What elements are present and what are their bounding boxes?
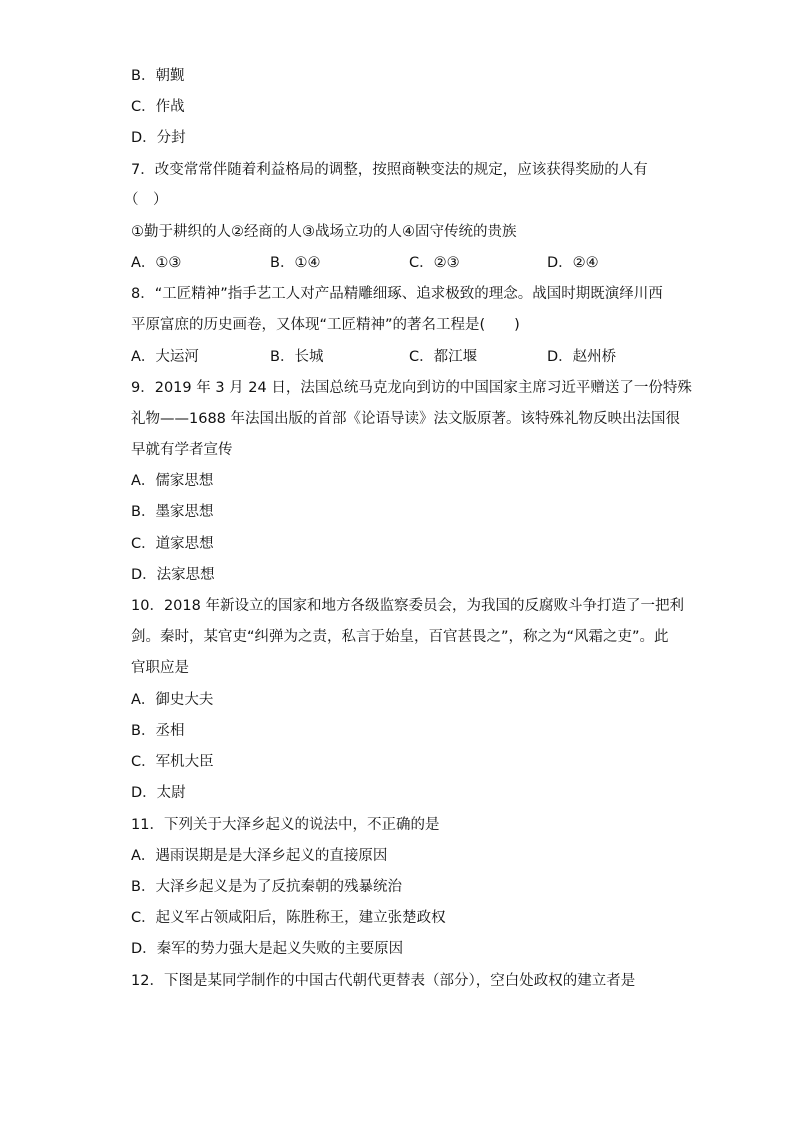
q8-stem-line-1: 8．“工匠精神”指手艺工人对产品精雕细琢、追求极致的理念。战国时期既演绎川西: [131, 286, 663, 302]
q7-stem: 7．改变常常伴随着利益格局的调整，按照商鞅变法的规定，应该获得奖励的人有: [131, 162, 648, 178]
q11-stem: 11．下列关于大泽乡起义的说法中，不正确的是: [131, 817, 440, 833]
q8-option-c: C．都江堰: [409, 349, 478, 365]
q6-option-d: D．分封: [131, 130, 186, 146]
q9-option-d: D．法家思想: [131, 567, 215, 583]
q7-items: ①勤于耕织的人②经商的人③战场立功的人④固守传统的贵族: [131, 224, 517, 240]
q9-option-a: A．儒家思想: [131, 473, 214, 489]
q7-option-c: C．②③: [409, 255, 460, 271]
q10-option-b: B．丞相: [131, 723, 185, 739]
q9-option-c: C．道家思想: [131, 536, 214, 552]
q9-stem-line-2: 礼物——1688 年法国出版的首部《论语导读》法文版原著。该特殊礼物反映出法国很: [131, 411, 681, 427]
q7-option-a: A．①③: [131, 255, 182, 271]
q6-option-c: C．作战: [131, 99, 185, 115]
q11-option-a: A．遇雨误期是是大泽乡起义的直接原因: [131, 848, 388, 864]
q11-option-c: C．起义军占领咸阳后，陈胜称王，建立张楚政权: [131, 910, 446, 926]
q10-option-c: C．军机大臣: [131, 754, 214, 770]
q8-option-a: A．大运河: [131, 349, 199, 365]
q7-option-b: B．①④: [270, 255, 321, 271]
q10-stem-line-2: 剑。秦时，某官吏“纠弹为之责，私言于始皇，百官甚畏之”，称之为“风霜之吏”。此: [131, 629, 669, 645]
q9-stem-line-3: 早就有学者宣传: [131, 442, 233, 458]
q10-option-d: D．太尉: [131, 785, 186, 801]
q7-answer-paren: （ ）: [124, 192, 168, 208]
q8-stem-line-2: 平原富庶的历史画卷，又体现“工匠精神”的著名工程是( ): [131, 317, 520, 333]
q9-option-b: B．墨家思想: [131, 504, 214, 520]
q9-stem-line-1: 9．2019 年 3 月 24 日，法国总统马克龙向到访的中国国家主席习近平赠送了一份特殊: [131, 380, 692, 396]
q10-option-a: A．御史大夫: [131, 692, 214, 708]
q12-stem: 12．下图是某同学制作的中国古代朝代更替表（部分），空白处政权的建立者是: [131, 973, 636, 989]
q6-option-b: B．朝觐: [131, 68, 185, 84]
q8-option-d: D．赵州桥: [547, 349, 617, 365]
q7-option-d: D．②④: [547, 255, 599, 271]
q10-stem-line-3: 官职应是: [131, 660, 189, 676]
q10-stem-line-1: 10．2018 年新设立的国家和地方各级监察委员会，为我国的反腐败斗争打造了一把利: [131, 598, 684, 614]
q8-option-b: B．长城: [270, 349, 324, 365]
q11-option-b: B．大泽乡起义是为了反抗秦朝的残暴统治: [131, 879, 402, 895]
q11-option-d: D．秦军的势力强大是起义失败的主要原因: [131, 941, 404, 957]
